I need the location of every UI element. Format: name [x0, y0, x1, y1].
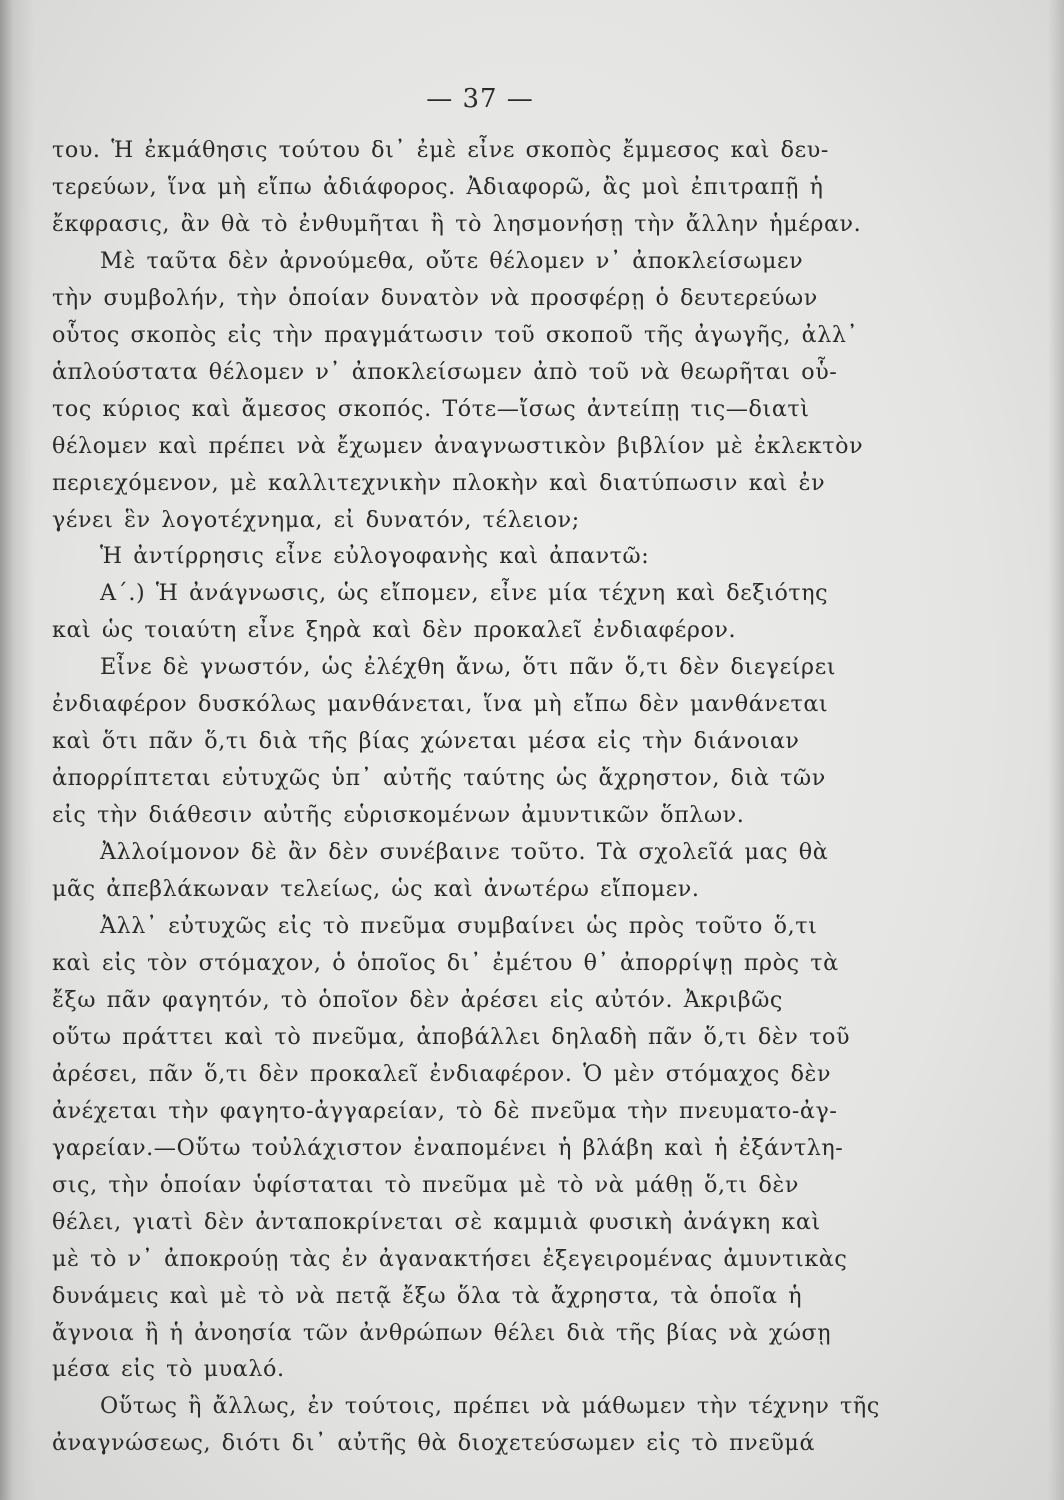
text-line: ἁπλούστατα θέλομεν ν᾽ ἀποκλείσωμεν ἀπὸ τοῦ νὰ θεωρῆται οὗ- [52, 358, 838, 385]
text-line: μᾶς ἀπεβλάκωναν τελείως, ὡς καὶ ἀνωτέρω εἴπομεν. [52, 876, 700, 903]
text-line: Εἶνε δὲ γνωστόν, ὡς ἐλέχθη ἄνω, ὅτι πᾶν ὅ,τι δὲν διεγείρει [100, 654, 837, 681]
text-line: ἔξω πᾶν φαγητόν, τὸ ὁποῖον δὲν ἀρέσει εἰς αὐτόν. Ἀκριβῶς [52, 986, 783, 1013]
text-line: ἀρέσει, πᾶν ὅ,τι δὲν προκαλεῖ ἐνδιαφέρον. Ὁ μὲν στόμαχος δὲν [52, 1060, 832, 1087]
text-line: εἰς τὴν διάθεσιν αὐτῆς εὑρισκομένων ἀμυντικῶν ὅπλων. [52, 802, 745, 829]
text-line: καὶ ὡς τοιαύτη εἶνε ξηρὰ καὶ δὲν προκαλεῖ ἐνδιαφέρον. [52, 617, 737, 644]
text-line: ἐνδιαφέρον δυσκόλως μανθάνεται, ἵνα μὴ εἴπω δὲν μανθάνεται [52, 691, 829, 718]
text-line: ἀναγνώσεως, διότι δι᾽ αὐτῆς θὰ διοχετεύσωμεν εἰς τὸ πνεῦμά [52, 1430, 816, 1457]
page-edge-shadow [1048, 0, 1064, 1500]
text-line: τος κύριος καὶ ἄμεσος σκοπός. Τότε—ἴσως ἀντείπῃ τις—διατὶ [52, 395, 810, 422]
text-line: περιεχόμενον, μὲ καλλιτεχνικὴν πλοκὴν καὶ διατύπωσιν καὶ ἐν [52, 469, 826, 496]
text-line: θέλομεν καὶ πρέπει νὰ ἔχωμεν ἀναγνωστικὸν βιβλίον μὲ ἐκλεκτὸν [52, 432, 864, 459]
text-line: οὕτω πράττει καὶ τὸ πνεῦμα, ἀποβάλλει δηλαδὴ πᾶν ὅ,τι δὲν τοῦ [52, 1023, 851, 1050]
text-line: Ἀλλ᾽ εὐτυχῶς εἰς τὸ πνεῦμα συμβαίνει ὡς πρὸς τοῦτο ὅ,τι [100, 913, 818, 940]
body-text [52, 132, 892, 1462]
text-line: ἄγνοια ἢ ἡ ἀνοησία τῶν ἀνθρώπων θέλει διὰ τῆς βίας νὰ χώσῃ [52, 1319, 832, 1346]
text-line: γαρείαν.—Οὕτω τοὐλάχιστον ἐναπομένει ἡ βλάβη καὶ ἡ ἐξάντλη- [52, 1134, 844, 1161]
binding-shadow [0, 0, 34, 1500]
text-line: γένει ἓν λογοτέχνημα, εἰ δυνατόν, τέλειον; [52, 506, 580, 533]
text-line: καὶ εἰς τὸν στόμαχον, ὁ ὁποῖος δι᾽ ἐμέτου θ᾽ ἀπορρίψῃ πρὸς τὰ [52, 949, 839, 976]
text-line: Οὕτως ἢ ἄλλως, ἐν τούτοις, πρέπει νὰ μάθωμεν τὴν τέχνην τῆς [100, 1393, 880, 1420]
text-line: τερεύων, ἵνα μὴ εἴπω ἀδιάφορος. Ἀδιαφορῶ, ἂς μοὶ ἐπιτραπῇ ἡ [52, 173, 824, 200]
text-line: μέσα εἰς τὸ μυαλό. [52, 1356, 285, 1383]
text-line: Α΄.) Ἡ ἀνάγνωσις, ὡς εἴπομεν, εἶνε μία τέχνη καὶ δεξιότης [100, 580, 829, 607]
text-line: θέλει, γιατὶ δὲν ἀνταποκρίνεται σὲ καμμιὰ φυσικὴ ἀνάγκη καὶ [52, 1208, 821, 1235]
text-line: τὴν συμβολήν, τὴν ὁποίαν δυνατὸν νὰ προσφέρῃ ὁ δευτερεύων [52, 284, 818, 311]
text-line: σις, τὴν ὁποίαν ὑφίσταται τὸ πνεῦμα μὲ τὸ νὰ μάθῃ ὅ,τι δὲν [52, 1171, 800, 1198]
text-line: οὗτος σκοπὸς εἰς τὴν πραγμάτωσιν τοῦ σκοποῦ τῆς ἀγωγῆς, ἀλλ᾽ [52, 321, 859, 348]
text-line: Μὲ ταῦτα δὲν ἀρνούμεθα, οὔτε θέλομεν ν᾽ ἀποκλείσωμεν [100, 247, 804, 274]
text-line: ἀπορρίπτεται εὐτυχῶς ὑπ᾽ αὐτῆς ταύτης ὡς ἄχρηστον, διὰ τῶν [52, 765, 826, 792]
text-line: καὶ ὅτι πᾶν ὅ,τι διὰ τῆς βίας χώνεται μέσα εἰς τὴν διάνοιαν [52, 728, 800, 755]
text-line: δυνάμεις καὶ μὲ τὸ νὰ πετᾷ ἔξω ὅλα τὰ ἄχρηστα, τὰ ὁποῖα ἡ [52, 1282, 803, 1309]
text-line: ἀνέχεται τὴν φαγητο-ἀγγαρείαν, τὸ δὲ πνεῦμα τὴν πνευματο-ἀγ- [52, 1097, 838, 1124]
page-number: — 37 — [426, 84, 534, 114]
text-line: ἔκφρασις, ἂν θὰ τὸ ἐνθυμῆται ἢ τὸ λησμονήσῃ τὴν ἄλλην ἡμέραν. [52, 210, 862, 237]
text-line: του. Ἡ ἐκμάθησις τούτου δι᾽ ἐμὲ εἶνε σκοπὸς ἔμμεσος καὶ δευ- [52, 137, 829, 163]
text-line: Ἡ ἀντίρρησις εἶνε εὐλογοφανὴς καὶ ἀπαντῶ: [100, 543, 650, 570]
text-line: μὲ τὸ ν᾽ ἀποκρούῃ τὰς ἐν ἀγανακτήσει ἐξεγειρομένας ἀμυντικὰς [52, 1245, 848, 1272]
text-line: Ἀλλοίμονον δὲ ἂν δὲν συνέβαινε τοῦτο. Τὰ σχολεῖά μας θὰ [100, 839, 829, 866]
